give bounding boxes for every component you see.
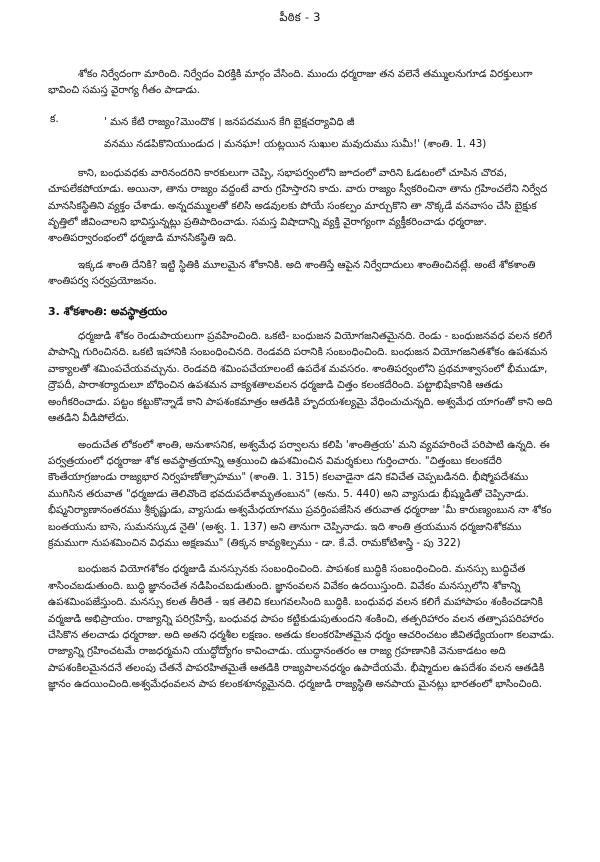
verse-lines (104, 111, 560, 155)
paragraph-3: ఇక్కడ శాంతి దేనికి? ఇట్టి స్థితికి మూలమైన శోకానికి. అది శాంతిస్తే ఆపైన నిర్వేదాదులు శాంతించినట్లే. అంటే శోకశాంతి శాంతిపర్వ సర్వప్రయోజనం. (48, 258, 536, 288)
verse-line-2: వనము నడపికొనియుండుద । మనఘా! యట్లయిన సుఖుల మవుదుము సుమీ!' (శాంతి. 1. 43) (104, 137, 487, 150)
paragraph-6: బంధుజన వియోగశోకం ధర్మజుడి మనస్సునకు సంబంధించింది. పాపశంక బుద్ధికి సంబంధించింది. మనస్సు బుద్ధిచేత శాసించబడుతుంది. బుద్ధి జ్ఞానంచేత నడిపించబడుతుంది. జ్ఞానంవలన వివేకం ఉదయిస్తుంది. వివేకం మనస్సులోని శోకాన్ని ఉపశమింపజేస్తుంది. మనస్సు కలత తీరితే - ఇక తెలివి కలుగవలసింది బుద్ధికి. బంధువధ వలన కలిగే మహాపాపం శంకించడానికి వర్మజుడి అభిప్రాయం. రాజ్యాన్ని పరిగ్రహిస్తే, బంధువధ పాపం కట్టికుడుపుతుందని శంకించి, తత్పరిహారం వలన తత్పాపపరిహారం చేసికొన తలచాడు ధర్మరాజు. అది అతని ధర్మశీల లక్షణం. అతడు కలంకరహితమైన ధర్మం ఆచరించటం జీవితధ్యేయంగా కలవాడు. రాజ్యాన్ని గ్రహించటమే రాజధర్మమని యుద్ధోద్యోగం కావించాడు. యుద్ధానంతరం ఆ రాజ్య గ్రహణానికి వెనుకాడటం అది పాపశంకిలమైనదనే తలంపు చేతనే పాపరహితమైతే ఆతడికి రాజ్యపాలనధర్మం ఉపాదేయమే. భీష్మాదుల ఉపదేశం వలన ఆతడికి జ్ఞానం ఉదయించింది.అశ్వమేధంవలన పాప కలంకశూన్యమైనది. ధర్మజుడి రాజ్యస్థితి అనపాయ మైనట్లు భారతంలో భాసించింది. (48, 563, 555, 691)
paragraph-2: కాని, బంధువధకు వారినందరిని కారకులుగా చెప్పి, సభాపర్వంలోని జూదంలో వారిని ఓడటంలో చూపిన చొరవ, చూపలేకపోయాడు. అయినా, తాను రాజ్యం వద్దంటే వారు గ్రహిస్తారని కాదు. వారు రాజ్యం స్వీకరించినా తాను గ్రహించలేని నిర్వేద మానసికస్థితిని వ్యక్తం చేశాడు. అన్నదమ్ములతో కలిసి అడవులకు పోయే సంకల్పం మార్చుకొని తా నొక్కడే వనవాసం చేసి బైక్షుక వృత్తిలో జీవించాలని భావిస్తున్నట్లు ప్రతిపాదించాడు. సమస్త విషాదాన్ని వ్యక్తి వైరాగ్యంగా వ్యక్తీకరించాడు ధర్మరాజు. శాంతిపర్వారంభంలో ధర్మజుడి మానసికస్థితి ఇది. (48, 166, 548, 245)
verse-line-1: ' మన కేటి రాజ్యం?మొందొక । జనపదమున కేగి బైక్షచర్యావిధి జీ (104, 115, 355, 128)
paragraph-1: శోకం నిర్వేదంగా మారింది. నిర్వేదం విరక్తికి మార్గం వేసింది. ముందు ధర్మరాజు తన వలెనే తమ్ములనుగూడ విరక్తులుగా భావించి సమస్త వైరాగ్య గీతం పాడాడు. (48, 68, 533, 97)
page-header: పీఠిక - 3 (279, 10, 321, 24)
verse-block (48, 111, 560, 155)
body-text (48, 66, 560, 693)
paragraph-5: అందుచేత లోకంలో శాంతి, అనుశాసనిక, అశ్వమేధ పర్వాలను కలిపి 'శాంతిత్రయ' మని వ్యవహరించే పరిపాటి ఉన్నది. ఈ పర్వత్రయంలో ధర్మరాజు శోక అవస్థాత్రయాన్ని ఆశ్రయించి ఉపశమించిన విమర్శకులు గుర్తించారు. "చిత్తంబు కలంకదేరి కౌంతేయాగ్రజుండు రాజ్యభార నిర్వహణోత్సాహము" (శాంతి. 1. 315) కలవాడైనా డని కవిచేత చెప్పబడినది. భీష్మోపదేశము ముగిసిన తరువాత "ధర్మజుడు తెలివొందె భవదుపదేశామృతంబున" (అను. 5. 440) అని వ్యాసుడు భీష్ముడితో చెప్పినాడు. భీష్మనిర్యాణానంతరము శ్రీకృష్ణుడు, వ్యాసుడు అశ్వమేధయాగము ప్రవర్తింపజేసిన తరువాత ధర్మరాజు 'మీ కారుణ్యంబున నా శోకం బంతయును బాసె, సుమనస్కుడ నైతి' (అశ్వ. 1. 137) అని తానుగా చెప్పినాడు. ఇది శాంతి త్రయమున ధర్మజునిశోకము క్రమముగా నుపశమించిన విధము అక్షణము" (తిక్కన కావ్యశిల్పము - డా. కే.వే. రామకోటిశాస్త్రి - పు 322) (48, 438, 552, 549)
paragraph-4: ధర్మజుడి శోకం రెండుపాయలుగా ప్రవహించింది. ఒకటి- బంధుజన వియోగజనితమైనది. రెండు - బంధుజనవధ వలన కలిగే పాపాన్ని గురించినది. ఒకటి ఇహానికి సంబంధించినది. రెండవది పరానికి సంబంధించింది. బంధుజన వియోగజనితశోకం ఉపశమన వాక్యాలతో శమింపచేయవచ్చును. రెండవది శమింపచేయాలంటే ఉపదేశ మవసరం. శాంతిపర్వంలోని ప్రథమాశ్వాసంలో భీముడూ, ద్రౌపదీ, పారాశర్యాదులూ బోధించిన ఉపశమన వాక్యశతాలవలన ధర్మజుడి చిత్తం కలంకదేరింది. పట్టాభిషేకానికి ఆతడు అంగీకరించాడు. పట్టం కట్టుకొన్నాడే కాని పాపశంకమాత్రం ఆతడికి హృదయశల్యమై వేధించుచున్నది. అశ్వమేధ యాగంతో కాని అది ఆతడిని వీడిపోలేదు. (48, 330, 553, 425)
verse-label: క. (50, 112, 59, 125)
section-heading: 3. శోకశాంతి: అవస్థాత్రయం (48, 304, 168, 318)
